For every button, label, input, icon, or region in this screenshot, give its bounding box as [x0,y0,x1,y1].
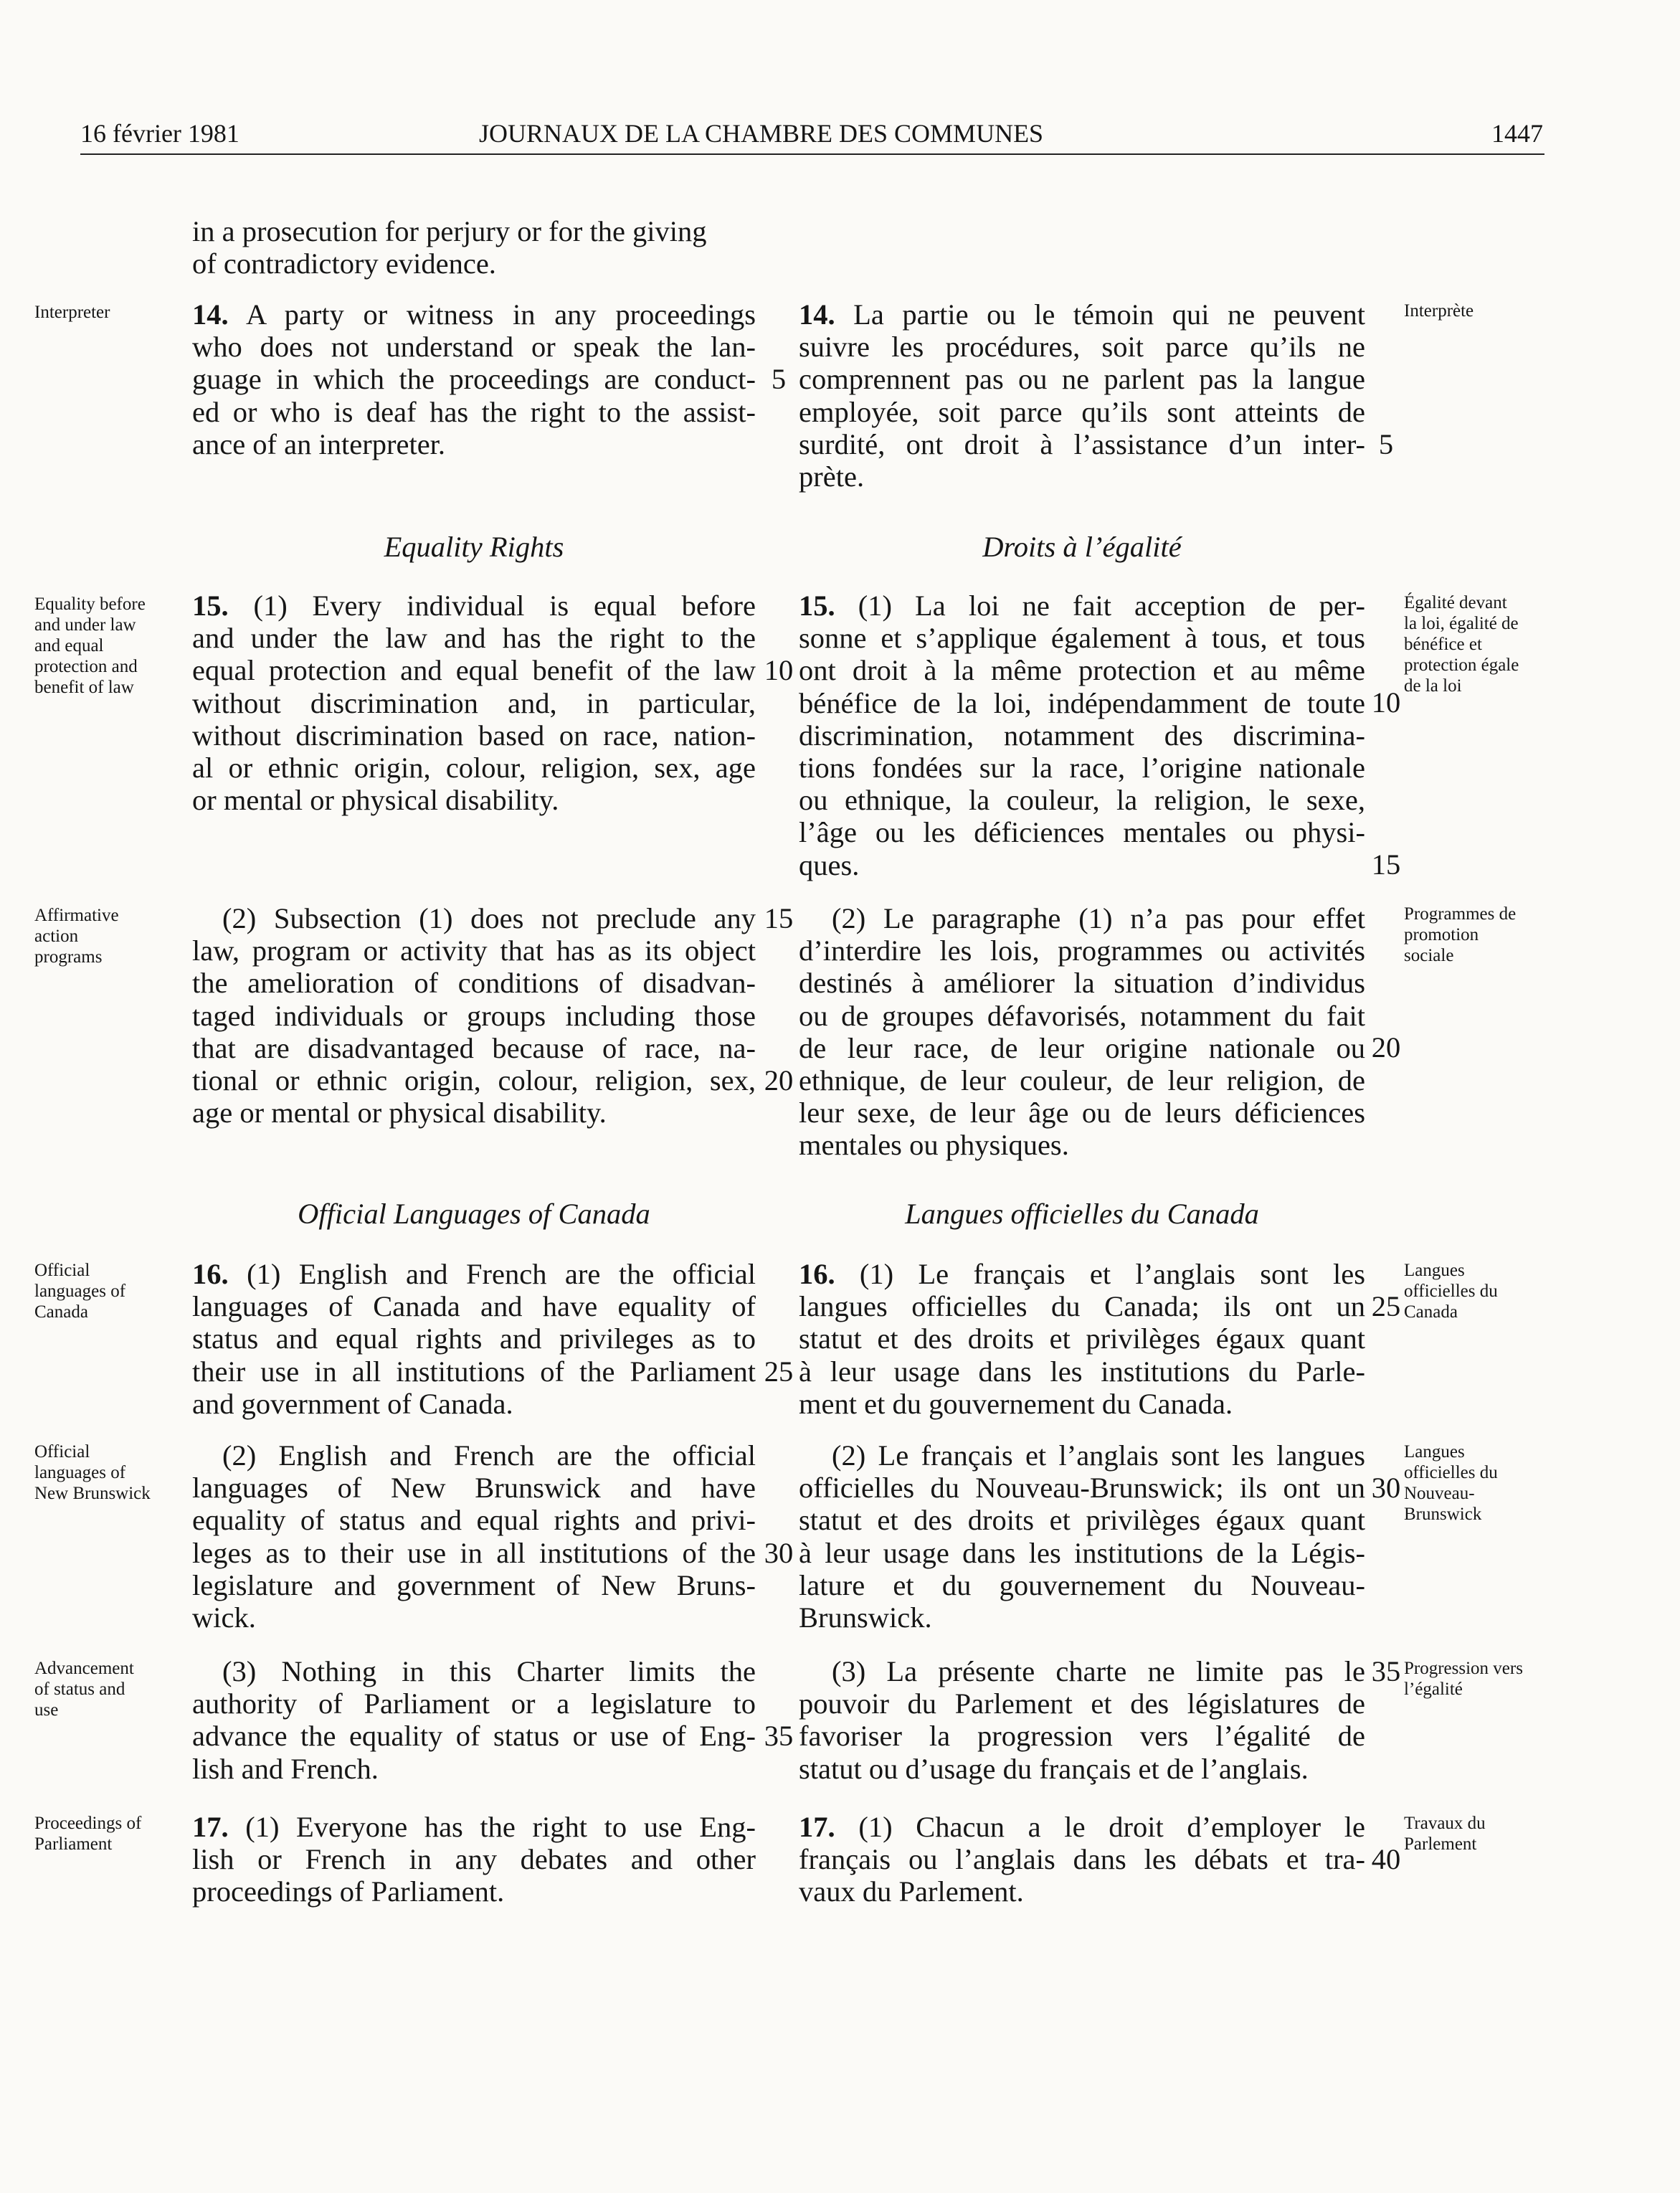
margin-note-advancement-en: Advancement of status and use [34,1659,134,1720]
text-line: equal protection and equal benefit of the law [192,654,756,687]
text-line: de leur race, de leur origine nationale ou [799,1031,1365,1064]
text-line: authority of Parliament or a legislature to [192,1687,756,1720]
section-16-3-fr [799,1655,1365,1785]
text-line: law, program or activity that has as its object [192,934,756,967]
line-number: 35 [764,1720,794,1752]
line-number: 35 [1371,1655,1401,1687]
text-line: ment et du gouvernement du Canada. [799,1387,1233,1420]
heading-official-languages-en: Official Languages of Canada [298,1198,650,1230]
text-line: mentales ou physiques. [799,1129,1069,1162]
line-number: 15 [1371,848,1401,881]
line-number: 25 [764,1355,794,1388]
text-line: languages of New Brunswick and have [192,1472,756,1505]
text-line: wick. [192,1601,256,1634]
text-line: 17. (1) Chacun a le droit d’employer le [799,1811,1365,1843]
text-line: the amelioration of conditions of disadvan- [192,967,756,1000]
margin-note-equality-en: Equality before and under law and equal protection and benefit of law [34,595,146,697]
text-line: or mental or physical disability. [192,784,559,817]
text-line: (2) Le paragraphe (1) n’a pas pour effet [832,902,1365,934]
text-line: of contradictory evidence. [192,247,496,280]
text-line: ques. [799,848,860,881]
text-line: lature et du gouvernement du Nouveau- [799,1568,1365,1601]
section-17-1-en [192,1811,756,1908]
text-line: proceedings of Parliament. [192,1875,505,1908]
text-line: surdité, ont droit à l’assistance d’un inter- [799,427,1365,460]
header-rule [80,153,1544,155]
section-16-3-en [192,1655,756,1785]
heading-equality-rights-en: Equality Rights [384,531,564,563]
section-17-1-fr [799,1811,1365,1908]
margin-note-interpreter-en: Interpreter [34,303,110,322]
text-line: status and equal rights and privileges as to [192,1322,756,1355]
text-line: pouvoir du Parlement et des législatures de [799,1687,1365,1720]
line-number: 20 [764,1064,794,1096]
margin-note-official-nb-en: Official languages of New Brunswick [34,1442,151,1503]
text-line: age or mental or physical disability. [192,1096,607,1129]
margin-note-official-nb-fr: Langues officielles du Nouveau- Brunswick [1404,1442,1498,1524]
text-line: and government of Canada. [192,1387,513,1420]
text-line: comprennent pas ou ne parlent pas la langue [799,363,1365,396]
text-line: ethnique, de leur couleur, de leur religion, de [799,1064,1365,1096]
text-line: statut et des droits et privilèges égaux quant [799,1504,1365,1537]
section-15-1-en [192,589,756,816]
text-line: discrimination, notamment des discrimina- [799,719,1365,752]
section-14-fr [799,298,1365,493]
text-line: leges as to their use in all institutions of the [192,1536,756,1569]
text-line: their use in all institutions of the Parliament [192,1355,756,1388]
line-number: 5 [771,363,787,395]
section-15-2-en [192,902,756,1129]
margin-note-advancement-fr: Progression vers l’égalité [1404,1659,1523,1699]
margin-note-official-canada-en: Official languages of Canada [34,1261,126,1322]
text-line: l’âge ou les déficiences mentales ou physi- [799,816,1365,849]
line-number: 5 [1378,428,1394,460]
section-15-2-fr [799,902,1365,1162]
text-line: langues officielles du Canada; ils ont un [799,1290,1365,1323]
text-line: français ou l’anglais dans les débats et tra- [799,1843,1365,1876]
text-line: leur sexe, de leur âge ou de leurs déficiences [799,1096,1365,1129]
line-number: 40 [1371,1843,1401,1875]
text-line: 17. (1) Everyone has the right to use Eng- [192,1811,756,1843]
text-line: favoriser la progression vers l’égalité de [799,1720,1365,1753]
text-line: ont droit à la même protection et au même [799,654,1365,687]
text-line: equality of status and equal rights and privi- [192,1504,756,1537]
header-date: 16 février 1981 [80,119,239,148]
margin-note-proceedings-fr: Travaux du Parlement [1404,1814,1486,1854]
text-line: bénéfice de la loi, indépendamment de toute [799,686,1365,719]
line-number: 20 [1371,1031,1401,1064]
heading-equality-rights-fr: Droits à l’égalité [982,531,1182,563]
text-line: (2) Subsection (1) does not preclude any [222,902,756,934]
margin-note-proceedings-en: Proceedings of Parliament [34,1814,142,1854]
text-line: who does not understand or speak the lan- [192,331,756,364]
text-line: tions fondées sur la race, l’origine nationale [799,751,1365,784]
margin-note-equality-fr: Égalité devant la loi, égalité de bénéfice et protection égale de la loi [1404,593,1519,696]
text-line: employée, soit parce qu’ils sont atteints de [799,395,1365,428]
section-16-1-en [192,1258,756,1420]
text-line: 16. (1) English and French are the official [192,1258,756,1290]
text-line: ou ethnique, la couleur, la religion, le sexe, [799,784,1365,817]
text-line: (2) Le français et l’anglais sont les langues [832,1439,1365,1472]
header-title: JOURNAUX DE LA CHAMBRE DES COMMUNES [479,119,1044,148]
text-line: prète. [799,460,865,493]
text-line: al or ethnic origin, colour, religion, sex, age [192,751,756,784]
section-14-en [192,298,756,460]
text-line: ance of an interpreter. [192,427,446,460]
text-line: (3) La présente charte ne limite pas le [832,1655,1365,1687]
text-line: advance the equality of status or use of Eng- [192,1720,756,1753]
line-number: 10 [764,654,794,686]
text-line: in a prosecution for perjury or for the giving [192,215,707,247]
text-line: 16. (1) Le français et l’anglais sont les [799,1258,1365,1290]
margin-note-interpreter-fr: Interprète [1404,301,1474,321]
text-line: and under the law and has the right to the [192,622,756,655]
text-line: suivre les procédures, soit parce qu’ils ne [799,331,1365,364]
line-number: 10 [1371,686,1401,719]
heading-official-languages-fr: Langues officielles du Canada [905,1198,1259,1230]
text-line: statut ou d’usage du français et de l’anglais. [799,1752,1309,1785]
section-16-1-fr [799,1258,1365,1420]
text-line: tional or ethnic origin, colour, religion, sex, [192,1064,756,1096]
text-line: sonne et s’applique également à tous, et tous [799,622,1365,655]
text-line: destinés à améliorer la situation d’individus [799,967,1365,1000]
text-line: lish or French in any debates and other [192,1843,756,1876]
text-line: officielles du Nouveau-Brunswick; ils ont un [799,1472,1365,1505]
section-16-2-fr [799,1439,1365,1634]
text-line: ou de groupes défavorisés, notamment du fait [799,999,1365,1032]
text-line: 14. A party or witness in any proceedings [192,298,756,331]
text-line: 15. (1) La loi ne fait acception de per- [799,589,1365,622]
text-line: languages of Canada and have equality of [192,1290,756,1323]
text-line: legislature and government of New Bruns- [192,1568,756,1601]
text-line: lish and French. [192,1752,379,1785]
margin-note-affirmative-en: Affirmative action programs [34,906,119,967]
line-number: 30 [1371,1472,1401,1504]
text-line: taged individuals or groups including those [192,999,756,1032]
text-line: ed or who is deaf has the right to the assist- [192,395,756,428]
section-16-2-en [192,1439,756,1634]
line-number: 15 [764,902,794,934]
text-line: d’interdire les lois, programmes ou activités [799,934,1365,967]
margin-note-official-canada-fr: Langues officielles du Canada [1404,1261,1498,1322]
text-line: (3) Nothing in this Charter limits the [222,1655,756,1687]
text-line: 15. (1) Every individual is equal before [192,589,756,622]
text-line: vaux du Parlement. [799,1875,1024,1908]
text-line: that are disadvantaged because of race, na- [192,1031,756,1064]
margin-note-affirmative-fr: Programmes de promotion sociale [1404,904,1517,965]
section-15-1-fr [799,589,1365,881]
text-line: statut et des droits et privilèges égaux quant [799,1322,1365,1355]
line-number: 30 [764,1537,794,1569]
text-line: guage in which the proceedings are conduct- [192,363,756,396]
text-line: without discrimination and, in particular, [192,686,756,719]
text-line: Brunswick. [799,1601,932,1634]
preamble-en [192,215,756,280]
text-line: à leur usage dans les institutions du Parle- [799,1355,1365,1388]
text-line: à leur usage dans les institutions de la Légis- [799,1536,1365,1569]
page-number: 1447 [1491,119,1543,148]
line-number: 25 [1371,1290,1401,1322]
text-line: 14. La partie ou le témoin qui ne peuvent [799,298,1365,331]
text-line: without discrimination based on race, nation- [192,719,756,752]
text-line: (2) English and French are the official [222,1439,756,1472]
